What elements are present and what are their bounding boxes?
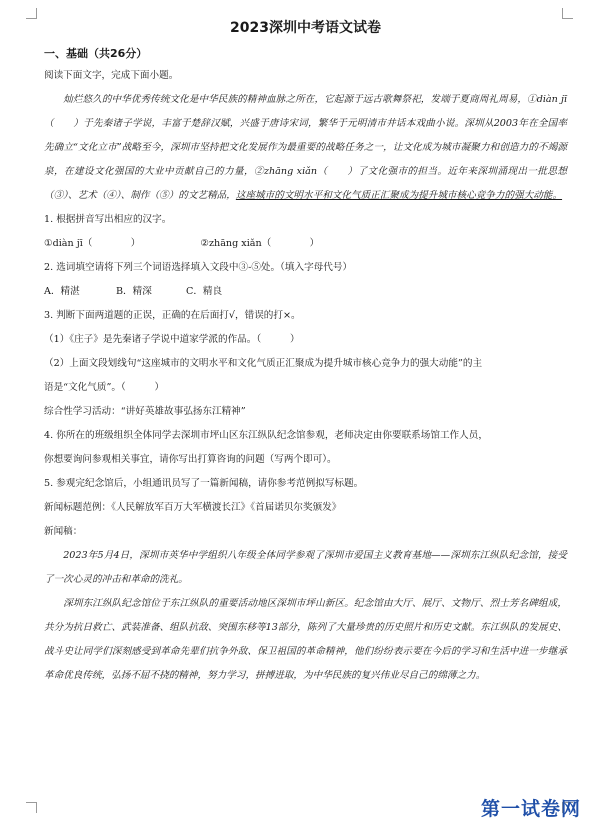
page-title: 2023深圳中考语文试卷 <box>230 20 381 36</box>
comprehensive-activity: 综合性学习活动：“讲好英雄故事弘扬东江精神” <box>44 406 246 417</box>
passage-text: 灿烂悠久的中华优秀传统文化是中华民族的精神血脉之所在，它起源于远古歌舞祭祀，发端于夏商周礼周易，①diàn jī（ ）于先秦诸子学说，丰富于楚辞汉赋，兴盛于唐诗宋词，繁华于元明清市井话本戏曲小说。深圳从2003年在全国率先确立“文化立市”战略至今，深圳市坚持把文化发展作为最重要的战略任务之一，让文化成为城市凝聚力和创造力的不竭源泉，在建设文化强国的大业中贡献自己的力量，②zhāng xiǎn（ ）了文化强市的担当。近年来深圳涌现出一批思想（③）、艺术（④）、制作（⑤）的文艺精品， <box>44 94 567 201</box>
question-4-cont: 你想要询问参观相关事宜，请你写出打算咨询的问题（写两个即可）。 <box>44 454 337 465</box>
exam-page <box>44 18 567 688</box>
question-4: 4. 你所在的班级组织全体同学去深圳市坪山区东江纵队纪念馆参观，老师决定由你要联系场馆工作人员， <box>44 430 488 441</box>
crop-mark-bottom-left <box>26 802 37 813</box>
question-2: 2. 选词填空请将下列三个词语选择填入文段中③-⑤处。（填入字母代号） <box>44 262 353 273</box>
question-5: 5. 参观完纪念馆后，小组通讯员写了一篇新闻稿，请你参考范例拟写标题。 <box>44 478 364 489</box>
crop-mark-top-left <box>26 8 37 19</box>
news-paragraph-2: 深圳东江纵队纪念馆位于东江纵队的重要活动地区深圳市坪山新区。纪念馆由大厅、展厅、文物厅、烈士芳名碑组成，共分为抗日救亡、武装准备、组队抗敌、突围东移等13部分，陈列了大量珍贵的历史照片和历史文献。东江纵队的发展史、战斗史让同学们深刻感受到革命先辈们抗争外敌、保卫祖国的革命精神，他们纷纷表示要在今后的学习和生活中进一步继承革命优良传统，弘扬不屈不挠的精神，努力学习，拼搏进取，为中华民族的复兴伟业尽自己的绵薄之力。 <box>44 598 567 681</box>
option-c: C．精良 <box>186 286 223 297</box>
option-b: B．精深 <box>116 286 152 297</box>
question-3: 3. 判断下面两道题的正误，正确的在后面打√，错误的打×。 <box>44 310 301 321</box>
news-label: 新闻稿： <box>44 526 83 537</box>
question-3-part-2: （2）上面文段划线句“这座城市的文明水平和文化气质正汇聚成为提升城市核心竞争力的强大动能”的主 <box>44 358 483 369</box>
section-heading: 一、基础（共26分） <box>44 47 148 60</box>
blank-1: ①diàn jī（ ） <box>44 238 141 249</box>
reading-instruction: 阅读下面文字，完成下面小题。 <box>44 70 179 81</box>
question-2-options <box>44 280 567 304</box>
site-watermark: 第一试卷网 <box>480 798 581 820</box>
question-1-blanks <box>44 232 567 256</box>
question-1: 1. 根据拼音写出相应的汉字。 <box>44 214 172 225</box>
underlined-sentence: 这座城市的文明水平和文化气质正汇聚成为提升城市核心竞争力的强大动能。 <box>235 190 563 201</box>
question-3-part-1: （1）《庄子》是先秦诸子学说中道家学派的作品。（ ） <box>44 334 300 345</box>
news-paragraph-1: 2023年5月4日，深圳市英华中学组织八年级全体同学参观了深圳市爱国主义教育基地——深圳东江纵队纪念馆，接受了一次心灵的冲击和革命的洗礼。 <box>44 550 567 585</box>
reading-passage <box>44 88 567 208</box>
question-3-part-2-cont: 语是“文化气质”。（ ） <box>44 382 165 393</box>
blank-2: ②zhāng xiǎn（ ） <box>200 238 320 249</box>
news-title-example: 新闻标题范例：《人民解放军百万大军横渡长江》《首届诺贝尔奖颁发》 <box>44 502 342 513</box>
option-a: A．精湛 <box>44 286 80 297</box>
